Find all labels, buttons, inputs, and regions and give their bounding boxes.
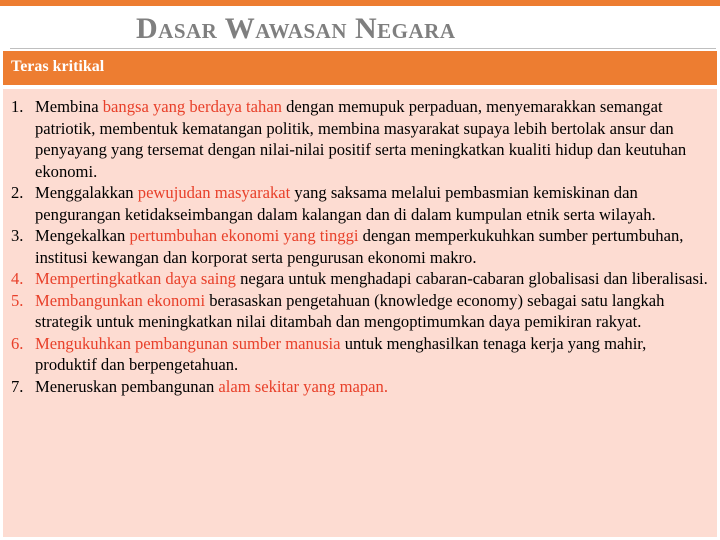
list-item (11, 268, 709, 290)
list-item-highlight: pertumbuhan ekonomi yang tinggi (129, 226, 359, 245)
list-item-highlight: Mengukuhkan pembangunan sumber manusia (35, 333, 341, 353)
list-item-number: 7. (11, 376, 24, 396)
list-item-text-after: dengan memperkukuhkan sumber pertumbuhan, institusi kewangan dan korporat serta pengurusan ekonomi makro. (35, 226, 684, 267)
list-item-number: 3. (11, 226, 24, 245)
list-item-text-before: Mengekalkan (35, 226, 130, 245)
list-item-text-before: Menggalakkan (35, 183, 138, 202)
list-item-highlight: bangsa yang berdaya tahan (102, 97, 282, 116)
list-item (11, 290, 709, 333)
list-item-text-before: Meneruskan pembangunan (35, 376, 219, 396)
numbered-list (11, 96, 709, 397)
list-item-highlight: pewujudan masyarakat (137, 183, 291, 202)
list-item-text-after: yang saksama melalui pembasmian kemiskinan dan pengurangan ketidakseimbangan dalam kalangan dan di dalam kumpulan etnik serta wilayah. (35, 183, 656, 224)
list-item (11, 333, 709, 376)
list-item-text-after: untuk menghasilkan tenaga kerja yang mahir, produktif dan berpengetahuan. (35, 333, 647, 374)
list-item-number: 1. (11, 97, 24, 116)
table-header: Teras kritikal (3, 51, 717, 87)
title-divider (10, 48, 716, 49)
list-item (11, 96, 709, 182)
list-item-highlight: Membangunkan ekonomi (35, 290, 206, 310)
list-item-number: 5. (11, 290, 24, 310)
list-item-number: 6. (11, 333, 24, 353)
list-item-text-after: dengan memupuk perpaduan, menyemarakkan semangat patriotik, membentuk kematangan politik, membina masyarakat supaya lebih bertolak ansur dan penyayang yang tersemat dengan nilai-nilai positif serta meningkatkan kualiti hidup dan keutuhan ekonomi. (35, 97, 687, 181)
list-item-highlight: Mempertingkatkan daya saing (35, 269, 236, 288)
content-table (2, 50, 718, 538)
list-item (11, 376, 709, 398)
list-item-text-before: Membina (35, 97, 103, 116)
list-item-highlight: alam sekitar yang mapan. (218, 376, 388, 396)
list-item-number: 2. (11, 183, 24, 202)
list-item-number: 4. (11, 269, 24, 288)
slide-title: Dasar Wawasan Negara (136, 12, 456, 45)
table-body (3, 89, 717, 537)
list-item-text-after: berasaskan pengetahuan (knowledge economy) sebagai satu langkah strategik untuk meningkatkan nilai ditambah dan mengoptimumkan daya pemikiran rakyat. (35, 290, 665, 331)
list-item (11, 225, 709, 268)
top-accent-bar (0, 0, 720, 6)
list-item (11, 182, 709, 225)
list-item-text-after: negara untuk menghadapi cabaran-cabaran globalisasi dan liberalisasi. (235, 269, 708, 288)
